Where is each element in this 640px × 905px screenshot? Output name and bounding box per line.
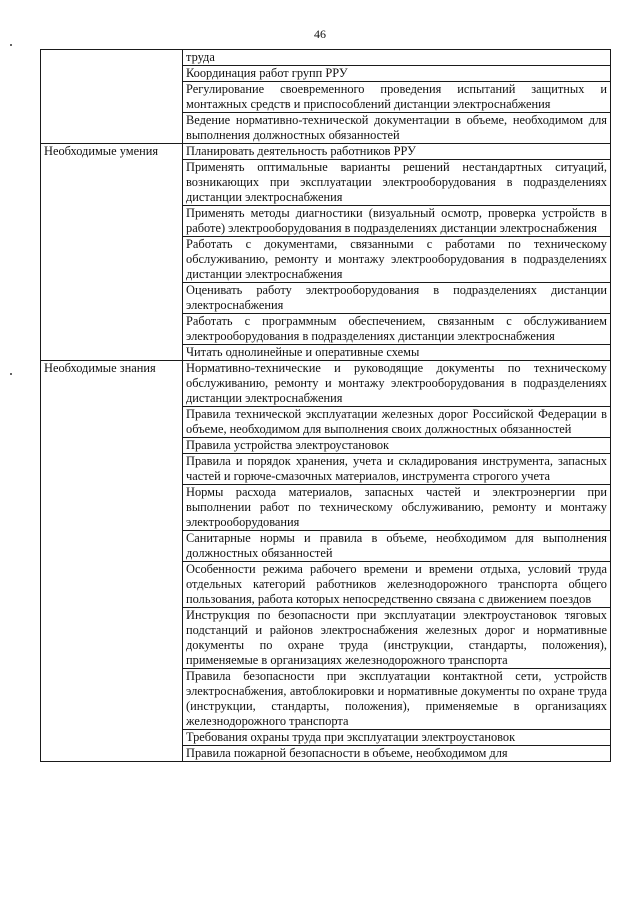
table-row (41, 361, 611, 407)
requirement-item-cell: Работать с документами, связанными с работами по техническому обслуживанию, ремонту и монтажу электрооборудования в подразделениях дистанции электроснабжения (183, 237, 611, 283)
table-row (41, 144, 611, 160)
scan-speck (10, 44, 12, 46)
requirement-item-cell: труда (183, 50, 611, 66)
page-number: 46 (314, 27, 326, 41)
requirement-item-cell: Инструкция по безопасности при эксплуатации электроустановок тяговых подстанций и районов электроснабжения железных дорог и нормативные документы по охране труда (инструкции, стандарты, положения), применяемые в организациях железнодорожного транспорта (183, 608, 611, 669)
requirement-item-cell: Особенности режима рабочего времени и времени отдыха, условий труда отдельных категорий работников железнодорожного транспорта общего пользования, работа которых непосредственно связана с движением поездов (183, 562, 611, 608)
requirement-item-cell: Правила и порядок хранения, учета и складирования инструмента, запасных частей и горюче-смазочных материалов, инструмента строгого учета (183, 454, 611, 485)
requirement-item-cell: Санитарные нормы и правила в объеме, необходимом для выполнения должностных обязанностей (183, 531, 611, 562)
requirement-item-cell: Применять оптимальные варианты решений нестандартных ситуаций, возникающих при эксплуатации электрооборудования в подразделениях дистанции электроснабжения (183, 160, 611, 206)
requirement-item-cell: Правила пожарной безопасности в объеме, необходимом для (183, 746, 611, 762)
requirement-item-cell: Планировать деятельность работников РРУ (183, 144, 611, 160)
section-category-cell (41, 50, 183, 144)
section-category-cell: Необходимые знания (41, 361, 183, 762)
requirement-item-cell: Применять методы диагностики (визуальный осмотр, проверка устройств в работе) электрооборудования в подразделениях дистанции электроснабжения (183, 206, 611, 237)
requirement-item-cell: Правила безопасности при эксплуатации контактной сети, устройств электроснабжения, автоблокировки и нормативные документы по охране труда (инструкции, стандарты, положения), применяемые в организациях железнодорожного транспорта (183, 669, 611, 730)
section-category-cell: Необходимые умения (41, 144, 183, 361)
requirement-item-cell: Правила технической эксплуатации железных дорог Российской Федерации в объеме, необходимом для выполнения своих должностных обязанностей (183, 407, 611, 438)
requirements-table (40, 49, 611, 762)
requirement-item-cell: Координация работ групп РРУ (183, 66, 611, 82)
requirement-item-cell: Оценивать работу электрооборудования в подразделениях дистанции электроснабжения (183, 283, 611, 314)
requirement-item-cell: Читать однолинейные и оперативные схемы (183, 345, 611, 361)
requirement-item-cell: Ведение нормативно-технической документации в объеме, необходимом для выполнения должностных обязанностей (183, 113, 611, 144)
requirements-table-body (41, 50, 611, 762)
requirement-item-cell: Нормы расхода материалов, запасных частей и электроэнергии при выполнении работ по техническому обслуживанию, ремонту и монтажу электрооборудования (183, 485, 611, 531)
requirement-item-cell: Нормативно-технические и руководящие документы по техническому обслуживанию, ремонту и монтажу электрооборудования в подразделениях дистанции электроснабжения (183, 361, 611, 407)
requirement-item-cell: Требования охраны труда при эксплуатации электроустановок (183, 730, 611, 746)
requirement-item-cell: Правила устройства электроустановок (183, 438, 611, 454)
requirement-item-cell: Работать с программным обеспечением, связанным с обслуживанием электрооборудования в подразделениях дистанции электроснабжения (183, 314, 611, 345)
table-row (41, 50, 611, 66)
requirement-item-cell: Регулирование своевременного проведения испытаний защитных и монтажных средств и приспособлений дистанции электроснабжения (183, 82, 611, 113)
scan-speck (10, 373, 12, 375)
